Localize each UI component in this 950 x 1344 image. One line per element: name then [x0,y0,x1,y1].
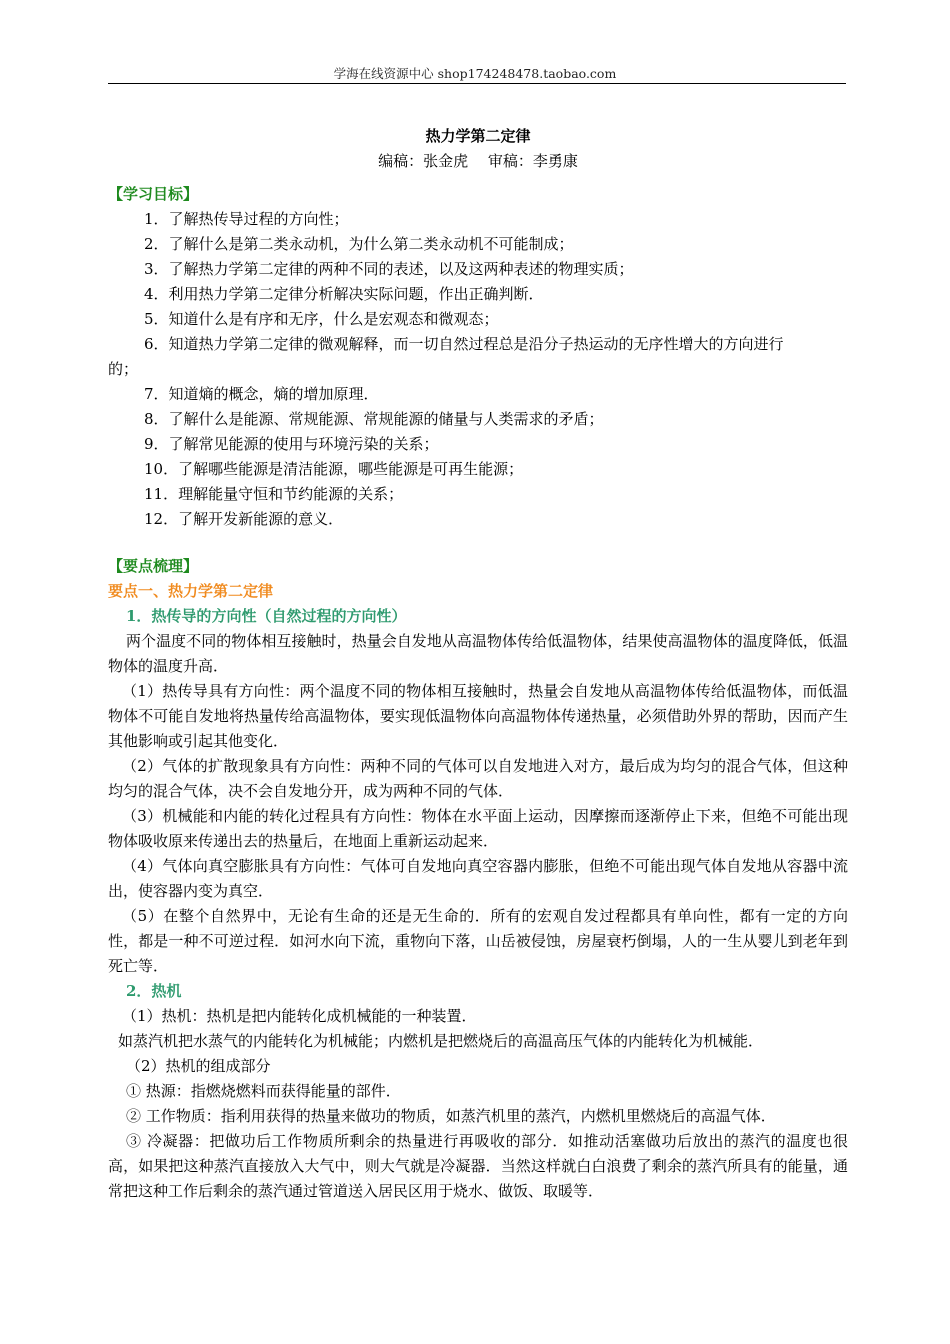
goal-item: 6．知道热力学第二定律的微观解释，而一切自然过程总是沿分子热运动的无序性增大的方向进行 [144,335,784,353]
sub1-item: （4）气体向真空膨胀具有方向性：气体可自发地向真空容器内膨胀，但绝不可能出现气体自发地从容器中流出，使容器内变为真空． [108,857,848,900]
sub2-parts-heading: （2）热机的组成部分 [126,1057,271,1075]
sub1-item: （2）气体的扩散现象具有方向性：两种不同的气体可以自发地进入对方，最后成为均匀的混合气体，但这种均匀的混合气体，决不会自发地分开，成为两种不同的气体． [108,757,848,800]
sub1-item: （3）机械能和内能的转化过程具有方向性：物体在水平面上运动，因摩擦而逐渐停止下来，但绝不可能出现物体吸收原来传递出去的热量后，在地面上重新运动起来． [108,807,848,850]
goal-item: 2．了解什么是第二类永动机，为什么第二类永动机不可能制成； [144,235,574,253]
goal-item: 5．知道什么是有序和无序，什么是宏观态和微观态； [144,310,499,328]
page-header: 学海在线资源中心 shop174248478.taobao.com [333,66,617,81]
sub1-item: （5）在整个自然界中，无论有生命的还是无生命的．所有的宏观自发过程都具有单向性，都有一定的方向性，都是一种不可逆过程．如河水向下流，重物向下落，山岳被侵蚀，房屋衰朽倒塌，人的一生从婴儿到老年到死亡等． [108,907,848,975]
goal-item: 3．了解热力学第二定律的两种不同的表述，以及这两种表述的物理实质； [144,260,634,278]
sub2-heading: 2．热机 [126,982,182,1000]
goal-item-continuation: 的； [108,360,139,378]
goal-item: 10．了解哪些能源是清洁能源，哪些能源是可再生能源； [144,460,524,478]
goal-item: 4．利用热力学第二定律分析解决实际问题，作出正确判断． [144,285,544,303]
sub1-heading: 1．热传导的方向性（自然过程的方向性） [126,607,407,625]
header-divider [108,83,846,84]
goal-item: 1．了解热传导过程的方向性； [144,210,349,228]
goal-item: 9．了解常见能源的使用与环境污染的关系； [144,435,439,453]
sub2-example: 如蒸汽机把水蒸气的内能转化为机械能；内燃机是把燃烧后的高温高压气体的内能转化为机械能． [118,1032,764,1050]
doc-title: 热力学第二定律 [425,127,531,145]
goals-heading: 【学习目标】 [108,185,199,203]
goal-item: 8．了解什么是能源、常规能源、常规能源的储量与人类需求的矛盾； [144,410,604,428]
sub1-intro: 两个温度不同的物体相互接触时，热量会自发地从高温物体传给低温物体，结果使高温物体的温度降低，低温物体的温度升高． [108,632,848,675]
sub1-item: （1）热传导具有方向性：两个温度不同的物体相互接触时，热量会自发地从高温物体传给低温物体，而低温物体不可能自发地将热量传给高温物体，要实现低温物体向高温物体传递热量，必须借助外界的帮助，因而产生其他影响或引起其他变化． [108,682,848,750]
document-body [108,124,848,1204]
sub2-definition: （1）热机：热机是把内能转化成机械能的一种装置． [122,1007,477,1025]
doc-authors: 编稿：张金虎 审稿：李勇康 [378,152,578,170]
goal-item: 12．了解开发新能源的意义． [144,510,344,528]
goal-item: 7．知道熵的概念，熵的增加原理． [144,385,379,403]
outline-heading: 【要点梳理】 [108,557,199,575]
sub2-part-item: ① 热源：指燃烧燃料而获得能量的部件． [126,1082,401,1100]
sub2-part-item: ② 工作物质：指利用获得的热量来做功的物质，如蒸汽机里的蒸汽，内燃机里燃烧后的高温气体． [126,1107,776,1125]
point1-heading: 要点一、热力学第二定律 [108,582,274,600]
sub2-part-item: ③ 冷凝器：把做功后工作物质所剩余的热量进行再吸收的部分．如推动活塞做功后放出的蒸汽的温度也很高，如果把这种蒸汽直接放入大气中，则大气就是冷凝器．当然这样就白白浪费了剩余的蒸汽所具有的能量，通常把这种工作后剩余的蒸汽通过管道送入居民区用于烧水、做饭、取暖等． [108,1132,848,1200]
goal-item: 11．理解能量守恒和节约能源的关系； [144,485,404,503]
